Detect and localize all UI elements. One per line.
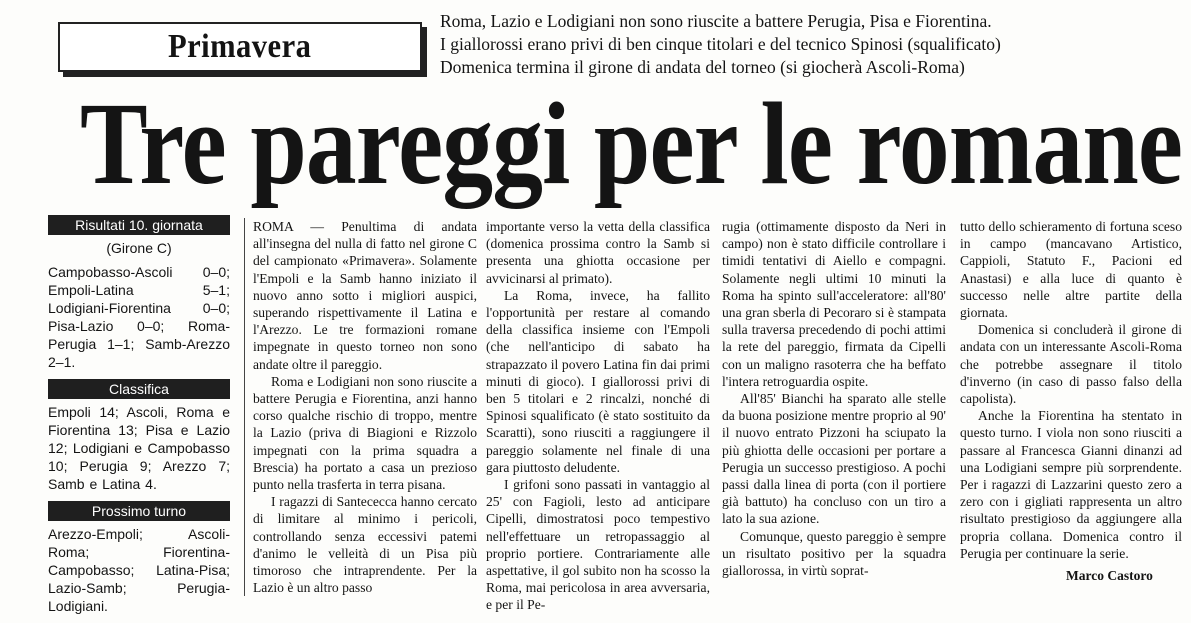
- results-title: Risultati 10. giornata: [48, 215, 230, 235]
- next-round-text: Arezzo-Empoli; Ascoli-Roma; Fiorentina-Campobasso; Latina-Pisa; Lazio-Samb; Perugia-Lodigiani.: [48, 526, 230, 614]
- group-label: (Girone C): [106, 240, 172, 256]
- article-paragraph: Domenica si concluderà il girone di andata con un interessante Ascoli-Roma che potrebbe assegnare il titolo d'inverno (in caso di passo falso della capolista).: [960, 322, 1182, 407]
- section-kicker-box: [58, 22, 422, 72]
- article-paragraph: tutto dello schieramento di fortuna sceso in campo (mancavano Artistico, Cappioli, Statuto F., Pacioni ed Anastasi) e alla luce di quanto è successo nelle altre partite della giornata.: [960, 219, 1182, 321]
- article-paragraph: importante verso la vetta della classifica (domenica prossima contro la Samb si presenta una ghiotta occasione per avvicinarsi al primato).: [486, 219, 710, 286]
- headline: Tre pareggi per le romane: [80, 78, 1183, 209]
- article-paragraph: Roma e Lodigiani non sono riuscite a battere Perugia e Fiorentina, anzi hanno corso qualche rischio di troppo, mentre la Lazio (priva di Biagioni e Rizzolo impegnati con la prima squadra a Brescia) ha portato a casa un prezioso punto nella trasferta in terra pisana.: [253, 373, 477, 493]
- article-paragraph: I ragazzi di Santececca hanno cercato di limitare al minimo i pericoli, controllando senza eccessivi patemi d'animo le velleità di un Pisa più timoroso che intraprendente. Per la Lazio è un altro passo: [253, 494, 477, 596]
- article-paragraph: ROMA — Penultima di andata all'insegna del nulla di fatto nel girone C del campionato «Primavera». Solamente l'Empoli e la Samb hanno iniziato il nuovo anno sotto i migliori auspici, superando rispettivamente il Latina e l'Arezzo. Le tre formazioni romane impegnate in questo torneo non sono andate oltre il pareggio.: [253, 219, 477, 372]
- article-column-1: [244, 218, 477, 596]
- summary-line: I giallorossi erano privi di ben cinque titolari e del tecnico Spinosi (squalificato): [440, 34, 1001, 54]
- summary-line: Domenica termina il girone di andata del torneo (si giocherà Ascoli-Roma): [440, 57, 965, 77]
- article-paragraph: La Roma, invece, ha fallito l'opportunità per restare al comando della classifica insieme con l'Empoli (che nell'anticipo di sabato ha strapazzato il povero Latina fin dai primi minuti di gioco). I giallorossi privi di ben 5 titolari e 2 rincalzi, nonché di Spinosi squalificato (è stato sostituito da Scaratti), sono riusciti a raggiungere il pareggio solamente nel finale di una gara piuttosto deludente.: [486, 287, 710, 475]
- summary-deck: [440, 10, 1180, 79]
- article-paragraph: Anche la Fiorentina ha stentato in questo turno. I viola non sono riusciti a passare al Francesca Gianni dinanzi ad una Lodigiani sempre più sorprendente. Per i ragazzi di Lazzarini questo zero a zero con i gigliati rappresenta un altro risultato prestigioso da aggiungere alla propria collana. Domenica contro il Perugia per continuare la serie.: [960, 408, 1182, 561]
- standings-title: Classifica: [48, 379, 230, 399]
- article-column-3: [722, 218, 946, 579]
- results-text: Campobasso-Ascoli 0–0; Empoli-Latina 5–1; Lodigiani-Fiorentina 0–0; Pisa-Lazio 0–0; Roma-Perugia 1–1; Samb-Arezzo 2–1.: [48, 264, 230, 370]
- article-paragraph: All'85' Bianchi ha sparato alle stelle da buona posizione mentre proprio al 90' il nuovo entrato Pizzoni ha sciupato la più ghiotta delle occasioni per portare a Perugia un successo prestigioso. A pochi passi dalla linea di porta (con il portiere già battuto) ha concluso con un tiro a lato la sua azione.: [722, 391, 946, 527]
- standings-text: Empoli 14; Ascoli, Roma e Fiorentina 13; Pisa e Lazio 12; Lodigiani e Campobasso 10; Perugia 9; Arezzo 7; Samb e Latina 4.: [48, 404, 230, 492]
- sidebar-box: [48, 215, 230, 623]
- article-paragraph: rugia (ottimamente disposto da Neri in campo) non è stato difficile controllare i timidi tentativi di Aiello e compagni. Solamente negli ultimi 10 minuti la Roma ha spinto sull'acceleratore: all'80' una gran sberla di Pecoraro si è stampata sulla traversa precedendo di pochi attimi la rete del pareggio, firmata da Cipelli con un maligno rasoterra che ha beffato l'intera retroguardia ospite.: [722, 219, 946, 389]
- article-column-2: [486, 218, 710, 614]
- article-paragraph: I grifoni sono passati in vantaggio al 25' con Fagioli, lesto ad anticipare Cipelli, dimostratosi poco tempestivo nell'effettuare un retropassaggio al proprio portiere. Contrariamente alle aspettative, il gol subito non ha scosso la Roma, mai pericolosa in area avversaria, e per il Pe-: [486, 477, 710, 613]
- byline: Marco Castoro: [1066, 568, 1153, 583]
- article-column-4: [960, 218, 1182, 562]
- article-paragraph: Comunque, questo pareggio è sempre un risultato positivo per la squadra giallorossa, in virtù soprat-: [722, 528, 946, 579]
- section-kicker: Primavera: [168, 28, 312, 65]
- summary-line: Roma, Lazio e Lodigiani non sono riuscite a battere Perugia, Pisa e Fiorentina.: [440, 11, 992, 31]
- next-round-title: Prossimo turno: [48, 501, 230, 521]
